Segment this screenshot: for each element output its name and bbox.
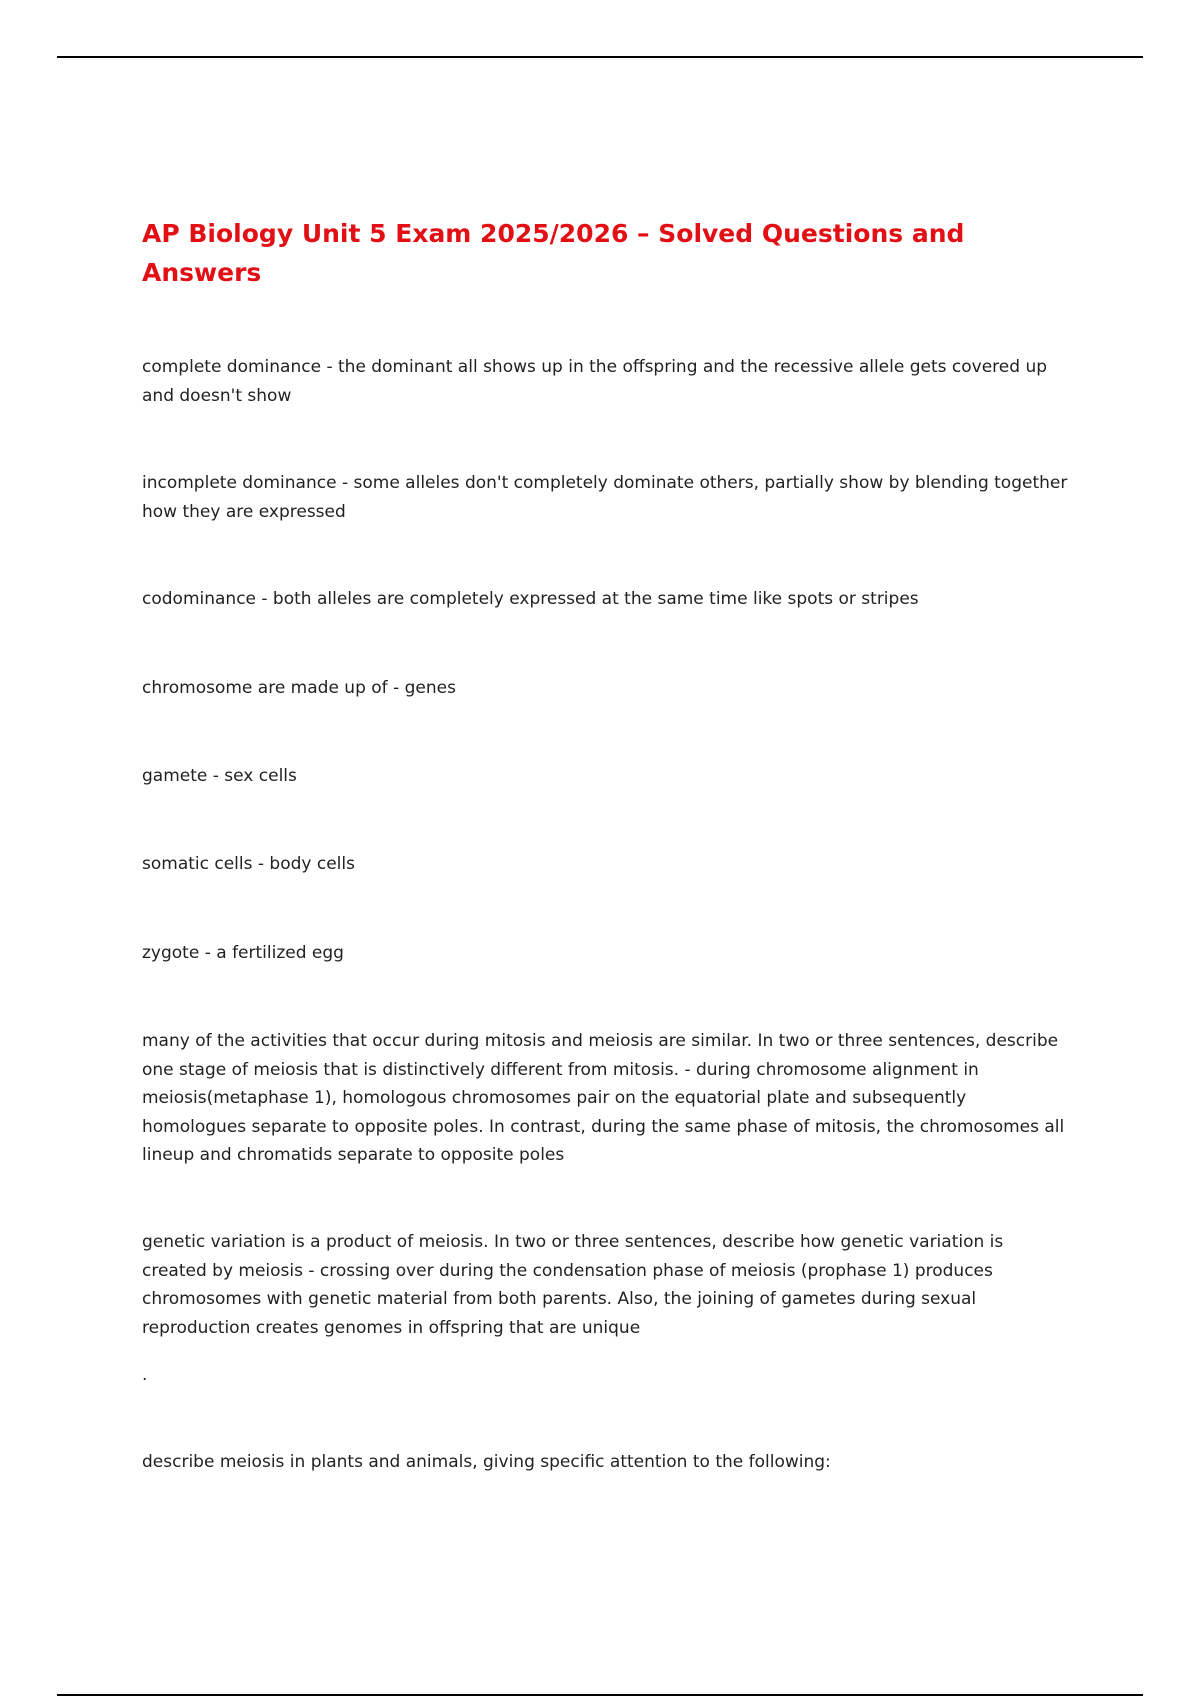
- qa-entry-gamete: gamete - sex cells: [142, 766, 297, 786]
- qa-entry-zygote: zygote - a fertilized egg: [142, 943, 344, 963]
- bottom-rule: [57, 1694, 1143, 1696]
- qa-entry-complete-dominance: complete dominance - the dominant all shows up in the offspring and the recessive allele gets covered up and doesn't show: [142, 357, 1048, 406]
- top-rule: [57, 56, 1143, 58]
- qa-entry-chromosome: chromosome are made up of - genes: [142, 678, 456, 698]
- document-title: AP Biology Unit 5 Exam 2025/2026 – Solved Questions and Answers: [142, 219, 965, 287]
- qa-entry-meiosis-plants-animals: describe meiosis in plants and animals, giving specific attention to the following:: [142, 1452, 831, 1472]
- qa-entry-somatic-cells: somatic cells - body cells: [142, 854, 355, 874]
- qa-entry-codominance: codominance - both alleles are completely expressed at the same time like spots or stripes: [142, 589, 919, 609]
- stray-period: .: [142, 1365, 148, 1385]
- qa-entry-mitosis-vs-meiosis: many of the activities that occur during mitosis and meiosis are similar. In two or three sentences, describe one stage of meiosis that is distinctively different from mitosis. - during chromosome alignment in meiosis(metaphase 1), homologous chromosomes pair on the equatorial plate and subsequently homologues separate to opposite poles. In contrast, during the same phase of mitosis, the chromosomes all lineup and chromatids separate to opposite poles: [142, 1031, 1065, 1165]
- qa-entry-genetic-variation: genetic variation is a product of meiosis. In two or three sentences, describe how genetic variation is created by meiosis - crossing over during the condensation phase of meiosis (prophase 1) produces chromosomes with genetic material from both parents. Also, the joining of gametes during sexual reproduction creates genomes in offspring that are unique: [142, 1232, 1004, 1338]
- qa-entry-incomplete-dominance: incomplete dominance - some alleles don't completely dominate others, partially show by blending together how they are expressed: [142, 473, 1068, 522]
